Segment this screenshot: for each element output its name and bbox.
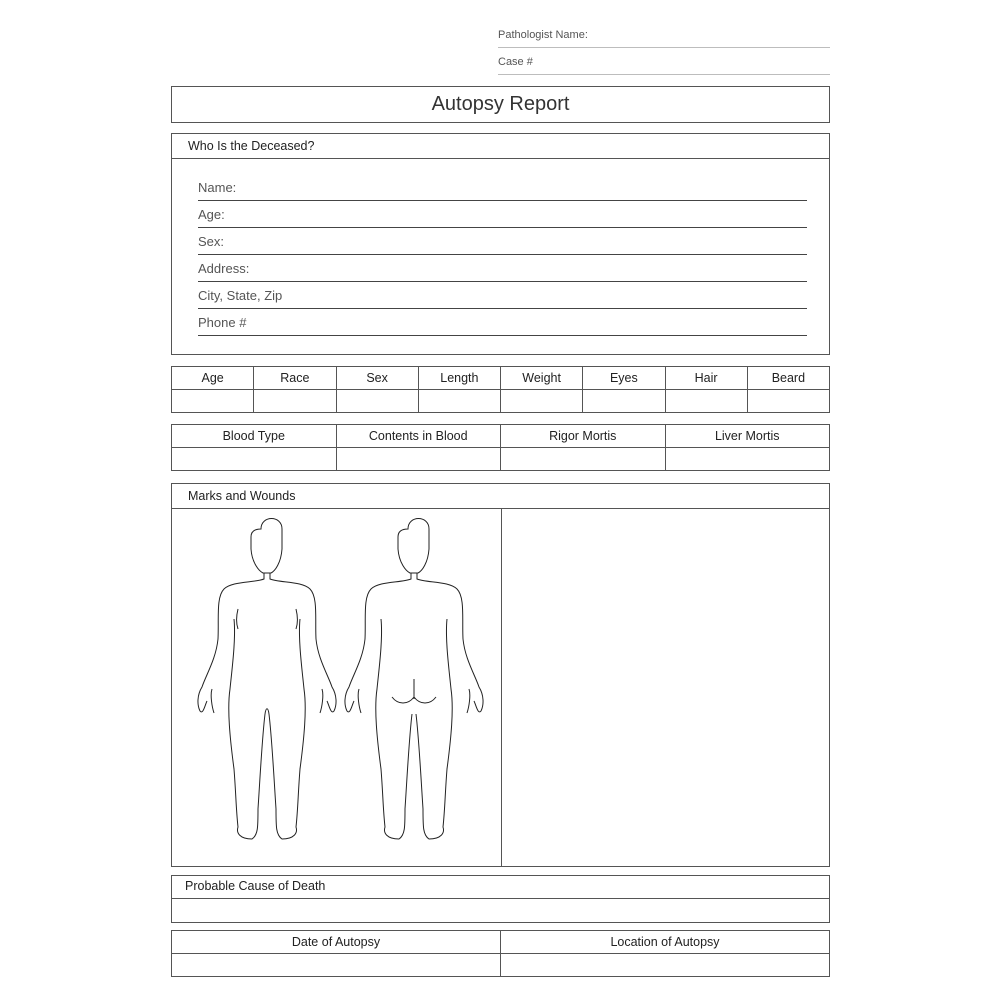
pathologist-name-label: Pathologist Name: bbox=[498, 29, 588, 41]
sex-column-header: Sex bbox=[336, 367, 418, 390]
eyes-column-header: Eyes bbox=[583, 367, 665, 390]
eyes-value-cell[interactable] bbox=[583, 390, 665, 413]
location-of-autopsy-column-header: Location of Autopsy bbox=[501, 931, 830, 954]
marks-and-wounds-section bbox=[171, 483, 830, 867]
sex-field[interactable] bbox=[198, 228, 807, 255]
rigor-mortis-column-header: Rigor Mortis bbox=[501, 425, 666, 448]
cause-of-death-field[interactable] bbox=[172, 899, 829, 922]
city-state-zip-field[interactable] bbox=[198, 282, 807, 309]
autopsy-details-table bbox=[171, 930, 830, 977]
physical-description-table bbox=[171, 366, 830, 413]
date-of-autopsy-value-cell[interactable] bbox=[172, 954, 501, 977]
autopsy-details-header-row bbox=[172, 931, 830, 954]
case-number-field[interactable] bbox=[498, 50, 830, 75]
age-column-header: Age bbox=[172, 367, 254, 390]
case-number-label: Case # bbox=[498, 56, 533, 68]
location-of-autopsy-value-cell[interactable] bbox=[501, 954, 830, 977]
liver-mortis-column-header: Liver Mortis bbox=[665, 425, 830, 448]
race-column-header: Race bbox=[254, 367, 336, 390]
blood-type-column-header: Blood Type bbox=[172, 425, 337, 448]
length-value-cell[interactable] bbox=[418, 390, 500, 413]
weight-column-header: Weight bbox=[501, 367, 583, 390]
physical-value-row bbox=[172, 390, 830, 413]
cause-of-death-section bbox=[171, 875, 830, 923]
autopsy-details-value-row bbox=[172, 954, 830, 977]
name-label: Name: bbox=[198, 180, 237, 195]
blood-type-value-cell[interactable] bbox=[172, 448, 337, 471]
beard-column-header: Beard bbox=[747, 367, 829, 390]
body-diagram bbox=[172, 509, 501, 866]
liver-mortis-value-cell[interactable] bbox=[665, 448, 830, 471]
blood-value-row bbox=[172, 448, 830, 471]
hair-column-header: Hair bbox=[665, 367, 747, 390]
beard-value-cell[interactable] bbox=[747, 390, 829, 413]
marks-and-wounds-heading: Marks and Wounds bbox=[172, 484, 829, 509]
city-state-zip-label: City, State, Zip bbox=[198, 288, 283, 303]
blood-table bbox=[171, 424, 830, 471]
address-field[interactable] bbox=[198, 255, 807, 282]
report-title: Autopsy Report bbox=[171, 86, 830, 123]
date-of-autopsy-column-header: Date of Autopsy bbox=[172, 931, 501, 954]
sex-label: Sex: bbox=[198, 234, 225, 249]
name-field[interactable] bbox=[198, 174, 807, 201]
marks-notes-area[interactable] bbox=[501, 509, 829, 866]
contents-in-blood-value-cell[interactable] bbox=[336, 448, 501, 471]
sex-value-cell[interactable] bbox=[336, 390, 418, 413]
rigor-mortis-value-cell[interactable] bbox=[501, 448, 666, 471]
body-diagram-panel bbox=[172, 509, 502, 866]
physical-header-row bbox=[172, 367, 830, 390]
front-body-outline-icon bbox=[198, 519, 336, 840]
age-value-cell[interactable] bbox=[172, 390, 254, 413]
age-field[interactable] bbox=[198, 201, 807, 228]
phone-field[interactable] bbox=[198, 309, 807, 336]
deceased-section bbox=[171, 133, 830, 355]
address-label: Address: bbox=[198, 261, 250, 276]
blood-header-row bbox=[172, 425, 830, 448]
race-value-cell[interactable] bbox=[254, 390, 336, 413]
cause-of-death-heading: Probable Cause of Death bbox=[172, 876, 829, 899]
pathologist-name-field[interactable] bbox=[498, 23, 830, 48]
back-body-outline-icon bbox=[345, 519, 483, 840]
weight-value-cell[interactable] bbox=[501, 390, 583, 413]
deceased-section-heading: Who Is the Deceased? bbox=[172, 134, 829, 159]
phone-label: Phone # bbox=[198, 315, 247, 330]
age-label: Age: bbox=[198, 207, 225, 222]
length-column-header: Length bbox=[418, 367, 500, 390]
contents-in-blood-column-header: Contents in Blood bbox=[336, 425, 501, 448]
hair-value-cell[interactable] bbox=[665, 390, 747, 413]
